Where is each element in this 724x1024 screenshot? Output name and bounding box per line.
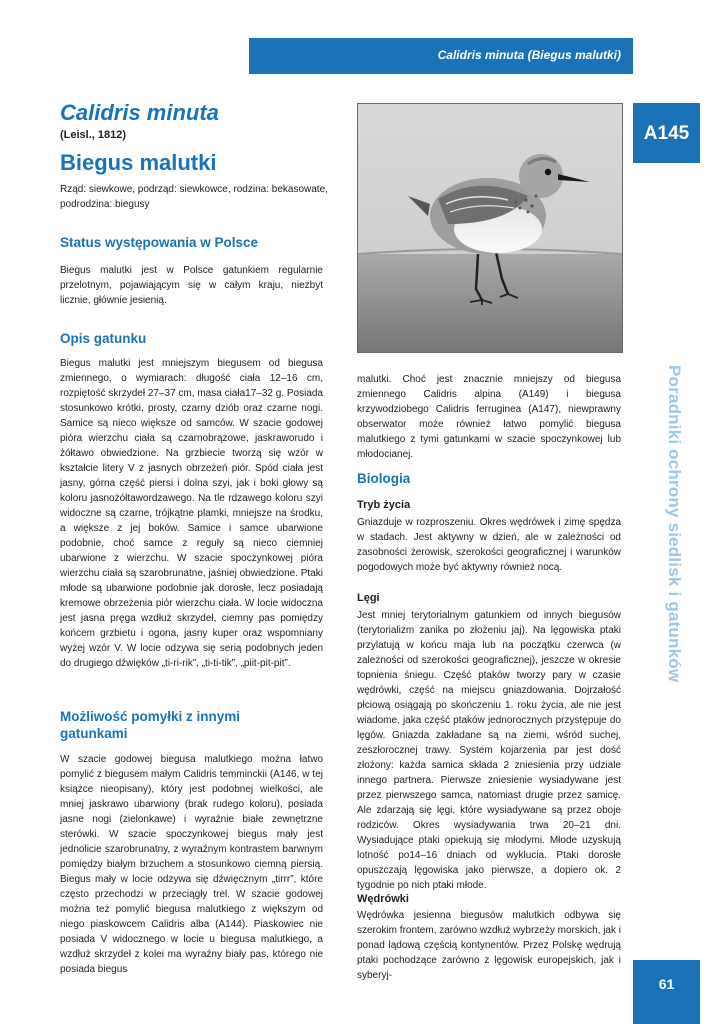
header-polish: (Biegus malutki): [527, 48, 621, 62]
subheading-breeding: Lęgi: [357, 592, 380, 604]
running-header-text: [438, 48, 621, 62]
section-heading-confusion: Możliwość pomyłki z innymi gatunkami: [60, 709, 241, 741]
page-number: 61: [658, 976, 675, 992]
breeding-text: Jest mniej terytorialnym gatunkiem od innych biegusów (terytorializm zanika po złożeniu jaj). Na lęgowiska ptaki przylatują w końcu maja lub na początku czerwca (w zależności od szerokości geograficznej), jeszcze w okresie topnienia śniegu. Część ptaków tworzy pary w czasie wędrówki, część na miejscu gniazdowania. Dojrzałość płciową osiągają po skończeniu 1. roku życia, ale nie jest wiadome, jaka część ptaków jednorocznych przystępuje do lęgów. Gniazda zakładane są na ziemi, wśród suchej, zeszłorocznej trawy. System kojarzenia par jest dość złożony: każda samica składa 2 zniesienia przy udziale innego partnera. Pierwsze zniesienie wysiadywane jest przez pierwszego samca, natomiast drugie przez samicę. Ale zdarzają się lęgi, które wysiadywane są przez oboje rodziców. Okres wysiadywania trwa 20–21 dni. Wysiadujące ptaki opiekują się młodymi. Młode uzyskują lotność po14–16 dniach od wyklucia. Ptaki dorosłe opuszczają lęgowiska jako pierwsze, a dopiero ok. 2 tygodnie po nich ptaki młode.: [357, 610, 621, 891]
lifestyle-text: Gniazduje w rozproszeniu. Okres wędrówek i zimę spędza w stadach. Jest aktywny w dzień, ale w zależności od zasobności żerowisk, szerokości geograficznej i warunków pogodowych może być aktywny również nocą.: [357, 517, 621, 573]
description-text: Biegus malutki jest mniejszym biegusem od biegusa zmiennego, o wymiarach: długość ciała 12–16 cm, rozpiętość skrzydeł 27–37 cm, masa ciała17–32 g. Posiada stosunkowo krótki, prosty, czarny dziób oraz czarne nogi. Samice są nieco większe od samców. W szacie godowej pióra wierzchu ciała są czarnobrązowe, jaskraworudo i żółtawo obwiedzione. Na grzbiecie tworzą się wzór w kształcie litery V z jasnych obrzeżeń piór. Spód ciała jest jasny, górna część piersi i dolna szyi, jak i boki głowy są koloru jasnożółtawordzawego. Na tle rdzawego koloru szyi widoczne są czarne, trójkątne plamki, mniejsze na środku, a większe z jej boków. Samice i samce ubarwione podobnie, choć samce z reguły są nieco ciemniej ubarwione z wierzchu. W szacie spoczynkowej pióra wierzchu ciała są szarobrunatne, jaśniej obwiedzione. Ptaki młode są ubarwione podobnie jak dorosłe, lecz posiadają kremowe obrzeżenia piór wierzchu ciała. W locie widoczna jest jasna pręga wzdłuż skrzydeł, ciemny pas pomiędzy końcem grzbietu i ogona, jasny kuper oraz wspomniany wyżej wzór V. W locie odzywa się serią podobnych jeden do drugiego dźwięków „ti-ri-rik”, „ti-ti-tik”, „piit-pit-pit”.: [60, 358, 323, 669]
taxonomy: Rząd: siewkowe, podrząd: siewkowce, rodzina: bekasowate, podrodzina: biegusy: [60, 184, 328, 210]
header-latin: Calidris minuta: [437, 48, 525, 62]
section-heading-description: Opis gatunku: [60, 331, 147, 346]
sandpiper-illustration: [358, 104, 622, 352]
subheading-lifestyle: Tryb życia: [357, 499, 411, 511]
status-text: Biegus malutki jest w Polsce gatunkiem regularnie przelotnym, pojawiającym się w całym kraju, niezbyt licznie, głównie jesienią.: [60, 265, 323, 306]
subheading-migration: Wędrówki: [357, 893, 409, 905]
running-header: [249, 38, 633, 74]
page-number-tab: [633, 960, 700, 1024]
migration-text: Wędrówka jesienna biegusów malutkich odbywa się szerokim frontem, zarówno wzdłuż wybrzeży morskich, jak i ponad lądową częścią kontynentów. Przez Polskę wędrują ptaki pochodzące zarówno z lęgowisk europejskich, jak i syberyj-: [357, 910, 621, 981]
confusion-text-left: W szacie godowej biegusa malutkiego można łatwo pomylić z biegusem małym Calidris temminckii (A146, w tej książce nieopisany), który jest podobnej wielkości, ale mniej jaskrawo ubarwiony (brak rudego koloru), posiada jasne nogi (zielonkawe) i wyraźnie białe zewnętrzne sterówki. W szacie spoczynkowej biegus mały jest jednolicie szarobrunatny, z wyraźnym kontrastem barwnym pomiędzy białym brzuchem a stosunkowo ciemną piersią. Biegus mały w locie odzywa się dźwięcznym „tirrr”, które często przechodzi w przeciągły trel. W szacie godowej można też pomylić biegusa malutkiego z większym od niego piaskowcem Calidris alba (A144). Piaskowiec nie posiada V widocznego w locie u biegusa malutkiego, a wzdłuż skrzydeł z kolei ma wyraźny biały pas, którego nie posiada biegus: [60, 754, 323, 975]
confusion-text-right: malutki. Choć jest znacznie mniejszy od biegusa zmiennego Calidris alpina (A149) i biegusa krzywodziobego Calidris ferruginea (A147), niewprawny obserwator może również łatwo pomylić biegusa malutkiego z tymi gatunkami w szacie spoczynkowej lub młodocianej.: [357, 374, 621, 460]
series-title: Poradniki ochrony siedlisk i gatunków: [665, 365, 684, 683]
species-author: (Leisl., 1812): [60, 129, 127, 141]
section-heading-biology: Biologia: [357, 471, 411, 486]
species-latin-name: Calidris minuta: [60, 100, 219, 125]
species-polish-name: Biegus malutki: [60, 150, 217, 175]
section-heading-status: Status występowania w Polsce: [60, 235, 259, 250]
species-photo: [357, 103, 623, 353]
species-code: A145: [643, 123, 690, 144]
species-code-tab: [633, 103, 700, 163]
